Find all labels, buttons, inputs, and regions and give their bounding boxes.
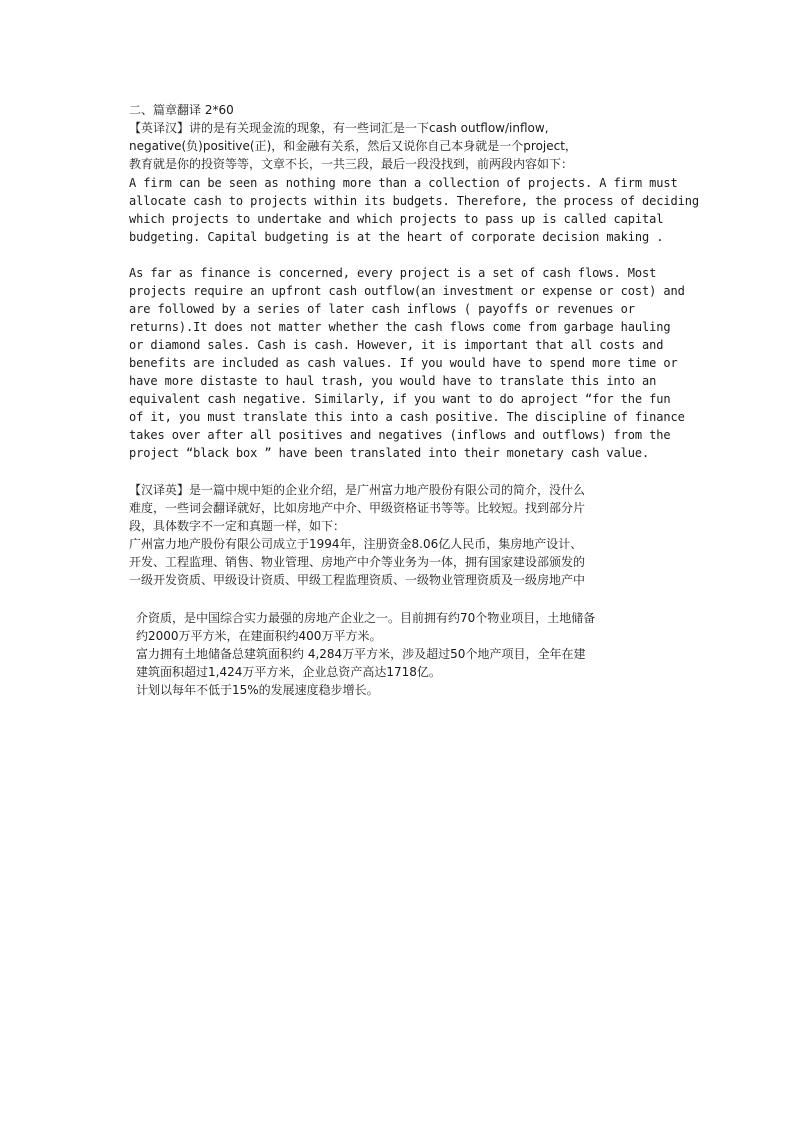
- paragraph2-line: As far as finance is concerned, every project is a set of cash flows. Most: [129, 266, 657, 280]
- paragraph1-line: allocate cash to projects within its budgets. Therefore, the process of deciding: [129, 194, 699, 208]
- section3-line: 计划以每年不低于15%的发展速度稳步增长。: [136, 683, 379, 697]
- paragraph2-line: of it, you must translate this into a cash positive. The discipline of finance: [129, 410, 685, 424]
- paragraph2-line: benefits are included as cash values. If you would have to spend more time or: [129, 356, 678, 370]
- paragraph2-line: returns).It does not matter whether the cash flows come from garbage hauling: [129, 320, 671, 334]
- section2-line: 【汉译英】是一篇中规中矩的企业介绍，是广州富力地产股份有限公司的简介，没什么: [129, 483, 586, 497]
- section-heading: 二、篇章翻译 2*60: [129, 103, 234, 117]
- paragraph2-line: project “black box ” have been translated into their monetary cash value.: [129, 446, 650, 460]
- paragraph2-line: or diamond sales. Cash is cash. However, it is important that all costs and: [129, 338, 664, 352]
- intro-line: 【英译汉】讲的是有关现金流的现象，有一些词汇是一下cash outflow/inflow,: [129, 121, 549, 135]
- section2-line: 段，具体数字不一定和真题一样，如下：: [129, 519, 346, 533]
- paragraph2-line: projects require an upfront cash outflow(an investment or expense or cost) and: [129, 284, 685, 298]
- section2-line: 广州富力地产股份有限公司成立于1994年，注册资金8.06亿人民币，集房地产设计、: [129, 537, 583, 551]
- paragraph2-line: have more distaste to haul trash, you would have to translate this into an: [129, 374, 657, 388]
- paragraph1-line: which projects to undertake and which projects to pass up is called capital: [129, 212, 664, 226]
- paragraph2-line: takes over after all positives and negatives (inflows and outflows) from the: [129, 428, 671, 442]
- paragraph2-line: are followed by a series of later cash inflows ( payoffs or revenues or: [129, 302, 635, 316]
- paragraph1-line: A firm can be seen as nothing more than a collection of projects. A firm must: [129, 176, 678, 190]
- section2-line: 难度，一些词会翻译就好，比如房地产中介、甲级资格证书等等。比较短。找到部分片: [129, 501, 586, 515]
- section3-line: 建筑面积超过1,424万平方米，企业总资产高达1718亿。: [136, 665, 441, 679]
- section2-line: 开发、工程监理、销售、物业管理、房地产中介等业务为一体，拥有国家建设部颁发的: [129, 555, 586, 569]
- section2-line: 一级开发资质、甲级设计资质、甲级工程监理资质、一级物业管理资质及一级房地产中: [129, 573, 586, 587]
- section3-line: 富力拥有土地储备总建筑面积约 4,284万平方米，涉及超过50个地产项目，全年在建: [136, 647, 586, 661]
- paragraph2-line: equivalent cash negative. Similarly, if you want to do aproject “for the fun: [129, 392, 671, 406]
- section3-line: 约2000万平方米，在建面积约400万平方米。: [136, 629, 382, 643]
- intro-line: negative(负)positive(正)，和金融有关系，然后又说你自己本身就是一个project，: [129, 139, 577, 153]
- section3-line: 介资质，是中国综合实力最强的房地产企业之一。目前拥有约70个物业项目，土地储备: [136, 611, 596, 625]
- paragraph1-line: budgeting. Capital budgeting is at the heart of corporate decision making .: [129, 230, 664, 244]
- intro-line: 教育就是你的投资等等，文章不长，一共三段，最后一段没找到，前两段内容如下：: [129, 157, 574, 171]
